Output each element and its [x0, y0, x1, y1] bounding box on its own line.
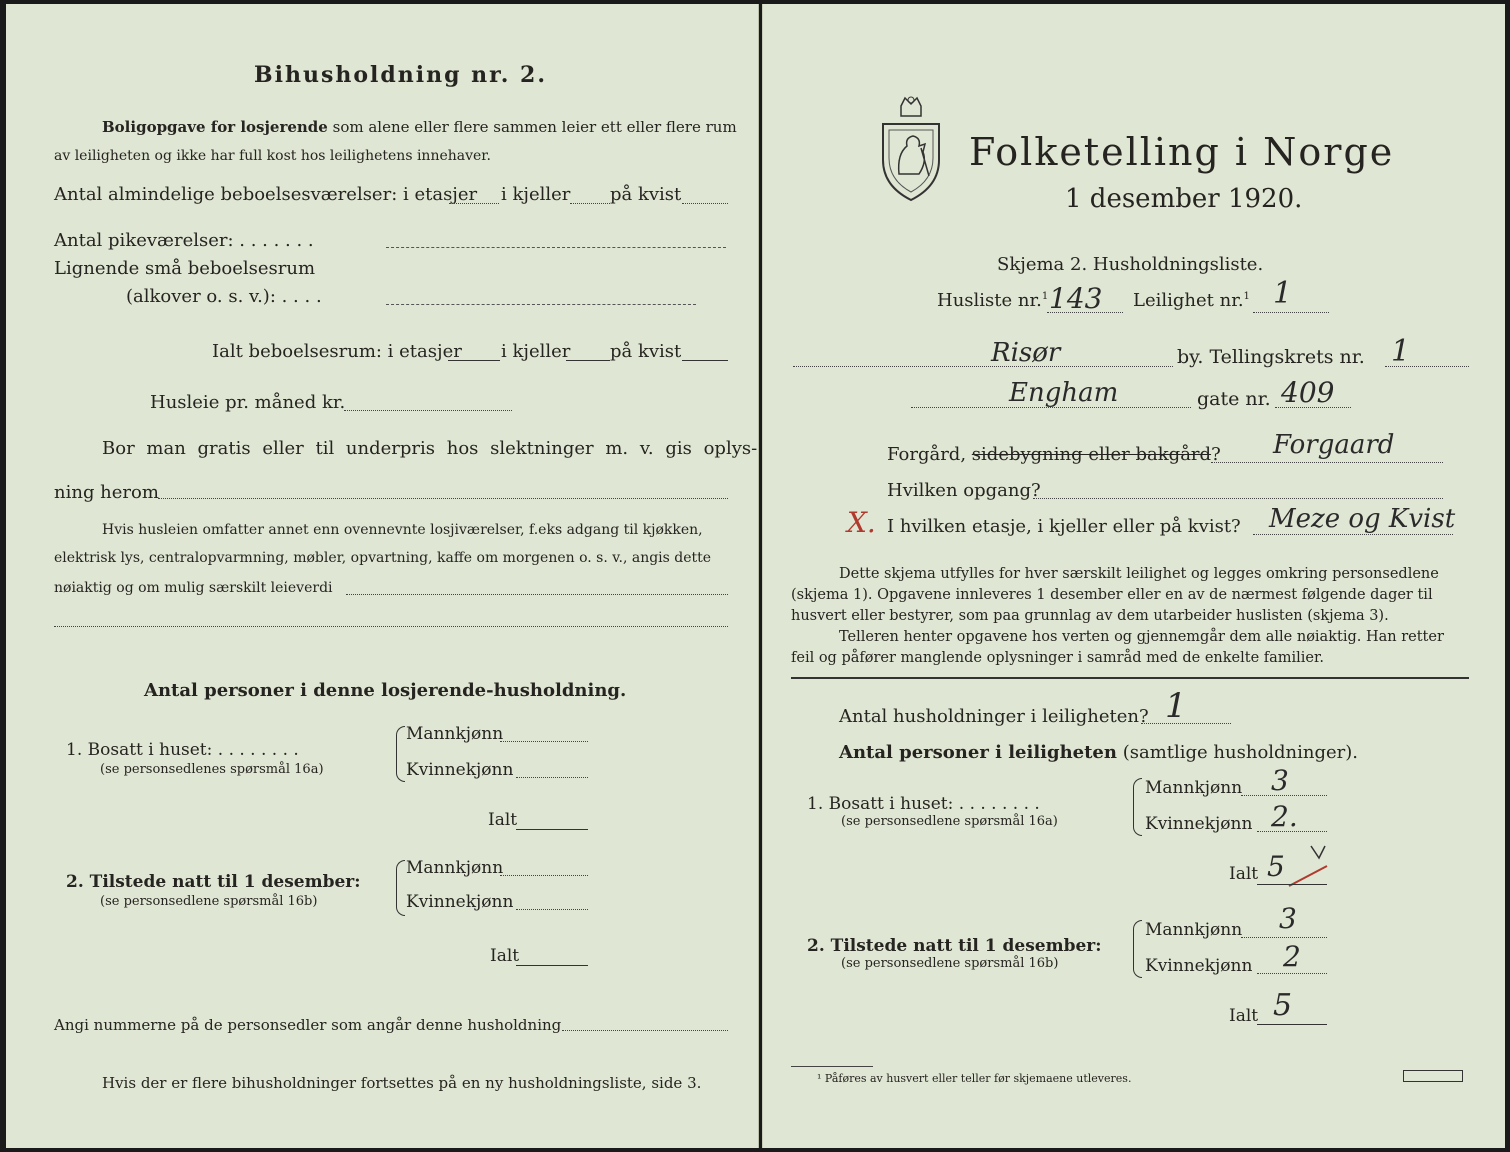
right-q1-kvinne-label: Kvinnekjønn	[1145, 814, 1253, 834]
angi-label: Angi nummerne på de personsedler som angår denne husholdning	[54, 1016, 562, 1034]
forgard-label: Forgård,	[887, 444, 967, 465]
right-q2-ialt-value[interactable]: 5	[1273, 988, 1293, 1023]
husliste-footnote-mark: 1	[1041, 291, 1049, 302]
forgard-value[interactable]: Forgaard	[1273, 430, 1395, 460]
printer-stamp	[1403, 1070, 1463, 1082]
leilighet-value[interactable]: 1	[1273, 276, 1293, 311]
by-krets-label: by. Tellingskrets nr.	[1177, 346, 1365, 368]
census-title: Folketelling i Norge	[969, 130, 1395, 174]
krets-value[interactable]: 1	[1391, 334, 1411, 369]
left-q1-sub: (se personsedlenes spørsmål 16a)	[100, 762, 324, 777]
left-persons-heading: Antal personer i denne losjerende-husholdning.	[144, 680, 627, 701]
etasje-value[interactable]: Meze og Kvist	[1269, 504, 1456, 534]
ialt-kjeller-label: i kjeller	[501, 341, 571, 362]
left-footer: Hvis der er flere bihusholdninger fortsettes på en ny husholdningsliste, side 3.	[102, 1074, 702, 1092]
right-q1-label: 1. Bosatt i huset: . . . . . . . .	[807, 794, 1040, 814]
lignende-line-1: Lignende små beboelsesrum	[54, 258, 316, 279]
forgard-qmark: ?	[1211, 444, 1221, 465]
intro-line-1	[102, 118, 737, 136]
left-q2-ialt-label: Ialt	[490, 946, 520, 966]
leilighet-footnote-mark: 1	[1243, 291, 1250, 302]
pike-label: Antal pikeværelser: . . . . . . .	[54, 230, 314, 251]
right-q1-sub: (se personsedlene spørsmål 16a)	[841, 814, 1058, 829]
rooms-kjeller-label: i kjeller	[501, 184, 571, 205]
left-q1-mann-label: Mannkjønn	[406, 724, 504, 744]
left-q1-label: 1. Bosatt i huset: . . . . . . . .	[66, 740, 299, 760]
right-q1-ialt-label: Ialt	[1229, 864, 1259, 884]
right-persons-heading	[839, 742, 1358, 763]
census-date: 1 desember 1920.	[1065, 184, 1303, 214]
right-q2-label: 2. Tilstede natt til 1 desember:	[807, 936, 1102, 956]
right-q1-ialt-value[interactable]: 5	[1267, 850, 1285, 883]
skjema-label: Skjema 2. Husholdningsliste.	[997, 254, 1264, 275]
right-q2-kvinne-label: Kvinnekjønn	[1145, 956, 1253, 976]
right-q2-mann-value[interactable]: 3	[1279, 902, 1297, 935]
right-persons-bold: Antal personer i leiligheten	[839, 742, 1117, 763]
street-value[interactable]: Engham	[1009, 378, 1119, 408]
right-q2-ialt-label: Ialt	[1229, 1006, 1259, 1026]
lignende-line-2: (alkover o. s. v.): . . . .	[126, 286, 322, 307]
hvis-line-2: elektrisk lys, centralopvarmning, møbler, opvartning, kaffe om morgenen o. s. v., angis dette	[54, 550, 712, 566]
right-q2-mann-label: Mannkjønn	[1145, 920, 1243, 940]
right-q2-sub: (se personsedlene spørsmål 16b)	[841, 956, 1059, 971]
hvis-line-1: Hvis husleien omfatter annet enn ovennevnte losjiværelser, f.eks adgang til kjøkken,	[102, 522, 703, 538]
intro-bold: Boligopgave for losjerende	[102, 118, 328, 136]
ialt-rooms-label: Ialt beboelsesrum: i etasjer	[212, 341, 462, 362]
check-mark-icon	[1281, 844, 1329, 888]
hush-value[interactable]: 1	[1165, 686, 1187, 726]
left-q1-kvinne-label: Kvinnekjønn	[406, 760, 514, 780]
leilighet-row	[1133, 290, 1250, 311]
intro-text: som alene eller flere sammen leier ett eller flere rum	[332, 118, 737, 136]
gate-value[interactable]: 409	[1281, 376, 1335, 409]
bor-line-1: Bor man gratis eller til underpris hos slektninger m. v. gis oplys-	[102, 438, 758, 459]
husliste-value[interactable]: 143	[1049, 282, 1103, 315]
etasje-mark: X.	[847, 506, 876, 539]
rooms-kvist-label: på kvist	[610, 184, 682, 205]
husleie-label: Husleie pr. måned kr.	[150, 392, 346, 413]
coat-of-arms-icon	[877, 94, 945, 204]
opgang-label: Hvilken opgang?	[887, 480, 1041, 501]
hvis-line-3: nøiaktig og om mulig særskilt leieverdi	[54, 580, 333, 596]
leilighet-label: Leilighet nr.	[1133, 290, 1244, 311]
right-q1-mann-label: Mannkjønn	[1145, 778, 1243, 798]
footnote-rule	[791, 1066, 873, 1067]
husliste-row	[937, 290, 1048, 311]
left-q2-label: 2. Tilstede natt til 1 desember:	[66, 872, 361, 892]
instr-line-1: Dette skjema utfylles for hver særskilt leilighet og legges omkring personsedlene	[839, 566, 1439, 582]
left-q2-mann-label: Mannkjønn	[406, 858, 504, 878]
etasje-label: I hvilken etasje, i kjeller eller på kvist?	[887, 516, 1241, 537]
right-q2-kvinne-value[interactable]: 2	[1283, 940, 1301, 973]
right-q1-kvinne-value[interactable]: 2.	[1271, 800, 1298, 833]
right-page	[762, 4, 1505, 1148]
left-page	[6, 4, 759, 1148]
instr-line-2: (skjema 1). Opgavene innleveres 1 desember eller en av de nærmest følgende dager til	[791, 587, 1433, 603]
right-q1-mann-value[interactable]: 3	[1271, 764, 1289, 797]
forgard-row	[887, 444, 1221, 465]
instr-line-4: Telleren henter opgavene hos verten og gjennemgår dem alle nøiaktig. Han retter	[839, 629, 1444, 645]
footnote: ¹ Påføres av husvert eller teller før skjemaene utleveres.	[817, 1072, 1132, 1085]
forgard-struck: sidebygning eller bakgård	[971, 444, 1212, 465]
town-value[interactable]: Risør	[991, 338, 1061, 368]
bihusholdning-title: Bihusholdning nr. 2.	[254, 62, 547, 88]
left-q1-ialt-label: Ialt	[488, 810, 518, 830]
gate-label: gate nr.	[1197, 388, 1271, 410]
ialt-kvist-label: på kvist	[610, 341, 682, 362]
rooms-label: Antal almindelige beboelsesværelser: i etasjer	[54, 184, 478, 205]
hush-label: Antal husholdninger i leiligheten?	[839, 706, 1149, 727]
husliste-label: Husliste nr.	[937, 290, 1042, 311]
right-persons-rest: (samtlige husholdninger).	[1122, 742, 1359, 763]
left-q2-sub: (se personsedlene spørsmål 16b)	[100, 894, 318, 909]
instr-line-3: husvert eller bestyrer, som paa grunnlag av dem utarbeider huslisten (skjema 3).	[791, 608, 1389, 624]
instr-line-5: feil og påfører manglende oplysninger i samråd med de enkelte familier.	[791, 650, 1324, 666]
bor-line-2: ning herom	[54, 482, 159, 503]
left-q2-kvinne-label: Kvinnekjønn	[406, 892, 514, 912]
intro-line-2: av leiligheten og ikke har full kost hos leilighetens innehaver.	[54, 148, 491, 164]
separator-rule	[791, 677, 1469, 679]
